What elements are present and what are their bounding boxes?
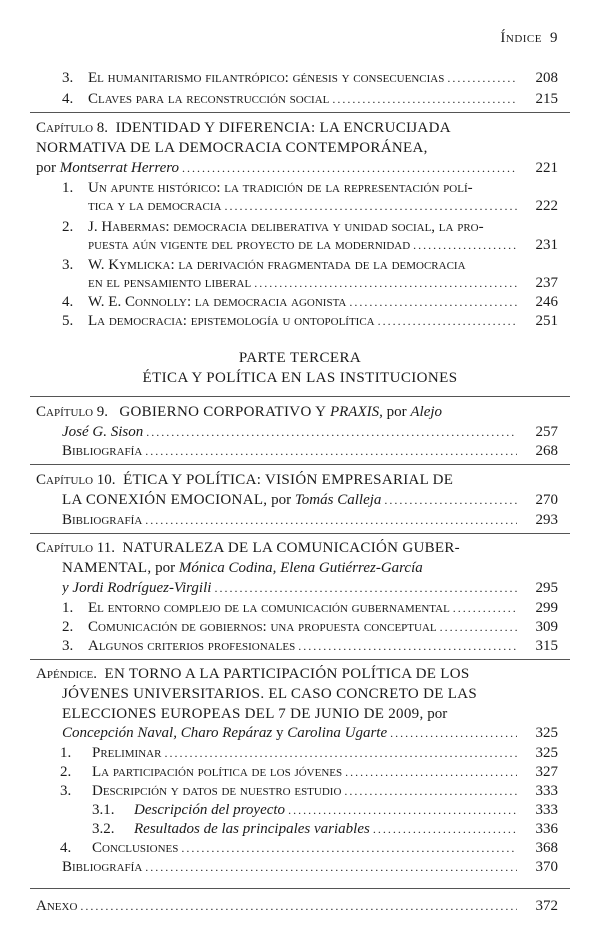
toc-entry[interactable] [0,217,600,237]
chapter-author: Concepción Naval, Charo Repáraz [62,725,273,741]
chapter-heading-cont [0,558,600,578]
chapter-title-italic: PRAXIS, [329,404,383,420]
chapter-heading-cont [0,138,600,158]
entry-page: 222 [535,198,558,214]
chapter-title: IDENTIDAD Y DIFERENCIA: LA ENCRUCIJADA [115,120,451,136]
entry-title: tica y la democracia [88,198,222,214]
bibliography-entry[interactable] [0,857,600,877]
chapter-title: ELECCIONES EUROPEAS DEL 7 DE JUNIO DE 2009, [62,706,424,722]
chapter-page: 221 [535,160,558,176]
bibliography-entry[interactable] [0,441,600,461]
annex-entry[interactable] [0,896,600,916]
section-rule [30,112,570,113]
chapter-author: Alejo [410,404,443,420]
chapter-title: GOBIERNO CORPORATIVO Y [119,404,327,420]
entry-title: W. Kymlicka: la derivación fragmentada de la democracia [88,257,466,273]
entry-number: 1. [62,180,74,196]
entry-number: 1. [60,745,72,761]
toc-entry[interactable] [0,311,600,331]
chapter-title: LA CONEXIÓN EMOCIONAL, [62,492,268,508]
entry-title: Resultados de las principales variables [134,821,370,837]
header-page-number: 9 [550,30,558,46]
toc-entry[interactable] [0,89,600,109]
chapter-heading[interactable] [0,664,600,684]
toc-entry[interactable] [0,255,600,275]
entry-number: 3. [62,70,74,86]
entry-page: 315 [535,638,558,654]
entry-page: 333 [535,783,558,799]
entry-number: 5. [62,313,74,329]
chapter-page: 270 [535,492,558,508]
chapter-heading[interactable] [0,470,600,490]
chapter-author: Carolina Ugarte [287,725,388,741]
chapter-author: Mónica Codina, Elena Gutiérrez-García [178,560,423,576]
entry-page: 215 [535,91,558,107]
chapter-label: Capítulo 8. [36,120,109,136]
chapter-page: 325 [535,725,558,741]
toc-entry[interactable] [0,838,600,858]
entry-page: 327 [535,764,558,780]
annex-page: 372 [535,898,558,914]
toc-entry[interactable] [0,743,600,763]
entry-title: puesta aún vigente del proyecto de la modernidad [88,237,411,253]
section-rule [30,396,570,397]
part-heading: PARTE TERCERA [238,350,362,366]
byline-por: por [427,706,448,722]
entry-title: Claves para la reconstrucción social [88,91,330,107]
toc-entry[interactable] [0,781,600,801]
entry-title: en el pensamiento liberal [88,275,252,291]
toc-entry[interactable] [0,762,600,782]
chapter-byline[interactable] [0,723,600,743]
bibliography-page: 268 [535,443,558,459]
entry-page: 237 [535,275,558,291]
toc-entry[interactable] [0,178,600,198]
chapter-label: Apéndice. [36,666,98,682]
chapter-author: Tomás Calleja [294,492,382,508]
section-rule [30,659,570,660]
entry-page: 246 [535,294,558,310]
entry-page: 309 [535,619,558,635]
entry-number: 2. [60,764,72,780]
entry-title: Conclusiones [92,840,179,856]
bibliography-page: 293 [535,512,558,528]
toc-entry[interactable] [0,68,600,88]
byline-por: por [155,560,176,576]
toc-entry[interactable] [0,598,600,618]
entry-number: 1. [62,600,74,616]
chapter-author: José G. Sison [62,424,144,440]
bibliography-page: 370 [535,859,558,875]
entry-page: 325 [535,745,558,761]
chapter-title: NAMENTAL, [62,560,152,576]
entry-number: 2. [62,219,74,235]
entry-title: La participación política de los jóvenes [92,764,343,780]
chapter-title: NORMATIVA DE LA DEMOCRACIA CONTEMPORÁNEA, [36,140,428,156]
toc-entry-cont[interactable] [0,235,600,255]
toc-entry[interactable] [0,292,600,312]
entry-title: Preliminar [92,745,162,761]
entry-title: Comunicación de gobiernos: una propuesta conceptual [88,619,437,635]
entry-number: 2. [62,619,74,635]
byline-y: y [276,725,284,741]
chapter-heading[interactable] [0,118,600,138]
chapter-page: 295 [535,580,558,596]
byline-por: por [386,404,407,420]
toc-subentry[interactable] [0,819,600,839]
chapter-title: JÓVENES UNIVERSITARIOS. EL CASO CONCRETO DE LAS [62,686,477,702]
entry-title: Descripción del proyecto [134,802,286,818]
toc-entry-cont[interactable] [0,273,600,293]
part-title: ÉTICA Y POLÍTICA EN LAS INSTITUCIONES [142,370,458,386]
entry-number: 3.1. [92,802,115,818]
header-label: Índice [500,30,542,46]
byline-y: y [62,580,69,596]
entry-number: 3. [60,783,72,799]
entry-title: Un apunte histórico: la tradición de la representación polí- [88,180,473,196]
entry-number: 4. [60,840,72,856]
entry-number: 3. [62,257,74,273]
chapter-heading-cont [0,684,600,704]
chapter-byline[interactable] [0,490,600,510]
bibliography-label: Bibliografía [62,443,143,459]
entry-page: 368 [535,840,558,856]
section-rule [30,888,570,889]
toc-entry[interactable] [0,617,600,637]
chapter-heading-cont [0,704,600,724]
chapter-title: EN TORNO A LA PARTICIPACIÓN POLÍTICA DE LOS [104,666,470,682]
entry-number: 3. [62,638,74,654]
byline-por: por [271,492,292,508]
running-head [500,30,558,47]
toc-entry-cont[interactable] [0,196,600,216]
section-rule [30,533,570,534]
entry-number: 3.2. [92,821,115,837]
entry-number: 4. [62,91,74,107]
entry-page: 299 [535,600,558,616]
entry-title: W. E. Connolly: la democracia agonista [88,294,347,310]
entry-page: 208 [535,70,558,86]
section-rule [30,464,570,465]
bibliography-label: Bibliografía [62,512,143,528]
chapter-byline[interactable] [0,158,600,178]
entry-page: 251 [535,313,558,329]
bibliography-label: Bibliografía [62,859,143,875]
entry-title: El humanitarismo filantrópico: génesis y consecuencias [88,70,445,86]
entry-title: J. Habermas: democracia deliberativa y unidad social, la pro- [88,219,484,235]
toc-subentry[interactable] [0,800,600,820]
chapter-label: Capítulo 9. [36,404,109,420]
entry-page: 231 [535,237,558,253]
chapter-author: Montserrat Herrero [59,160,180,176]
chapter-title: NATURALEZA DE LA COMUNICACIÓN GUBER- [122,540,460,556]
entry-title: Descripción y datos de nuestro estudio [92,783,342,799]
entry-number: 4. [62,294,74,310]
chapter-author: Jordi Rodríguez-Virgili [72,580,212,596]
entry-page: 333 [535,802,558,818]
chapter-page: 257 [535,424,558,440]
bibliography-entry[interactable] [0,510,600,530]
chapter-heading[interactable] [0,538,600,558]
chapter-label: Capítulo 10. [36,472,116,488]
chapter-byline[interactable] [0,422,600,442]
chapter-title: ÉTICA Y POLÍTICA: VISIÓN EMPRESARIAL DE [123,472,454,488]
entry-title: El entorno complejo de la comunicación gubernamental [88,600,450,616]
chapter-label: Capítulo 11. [36,540,115,556]
chapter-byline[interactable] [0,578,600,598]
annex-label: Anexo [36,898,78,914]
entry-title: Algunos criterios profesionales [88,638,296,654]
entry-page: 336 [535,821,558,837]
byline-por: por [36,160,56,176]
entry-title: La democracia: epistemología u ontopolítica [88,313,375,329]
toc-entry[interactable] [0,636,600,656]
chapter-heading[interactable] [0,402,600,422]
